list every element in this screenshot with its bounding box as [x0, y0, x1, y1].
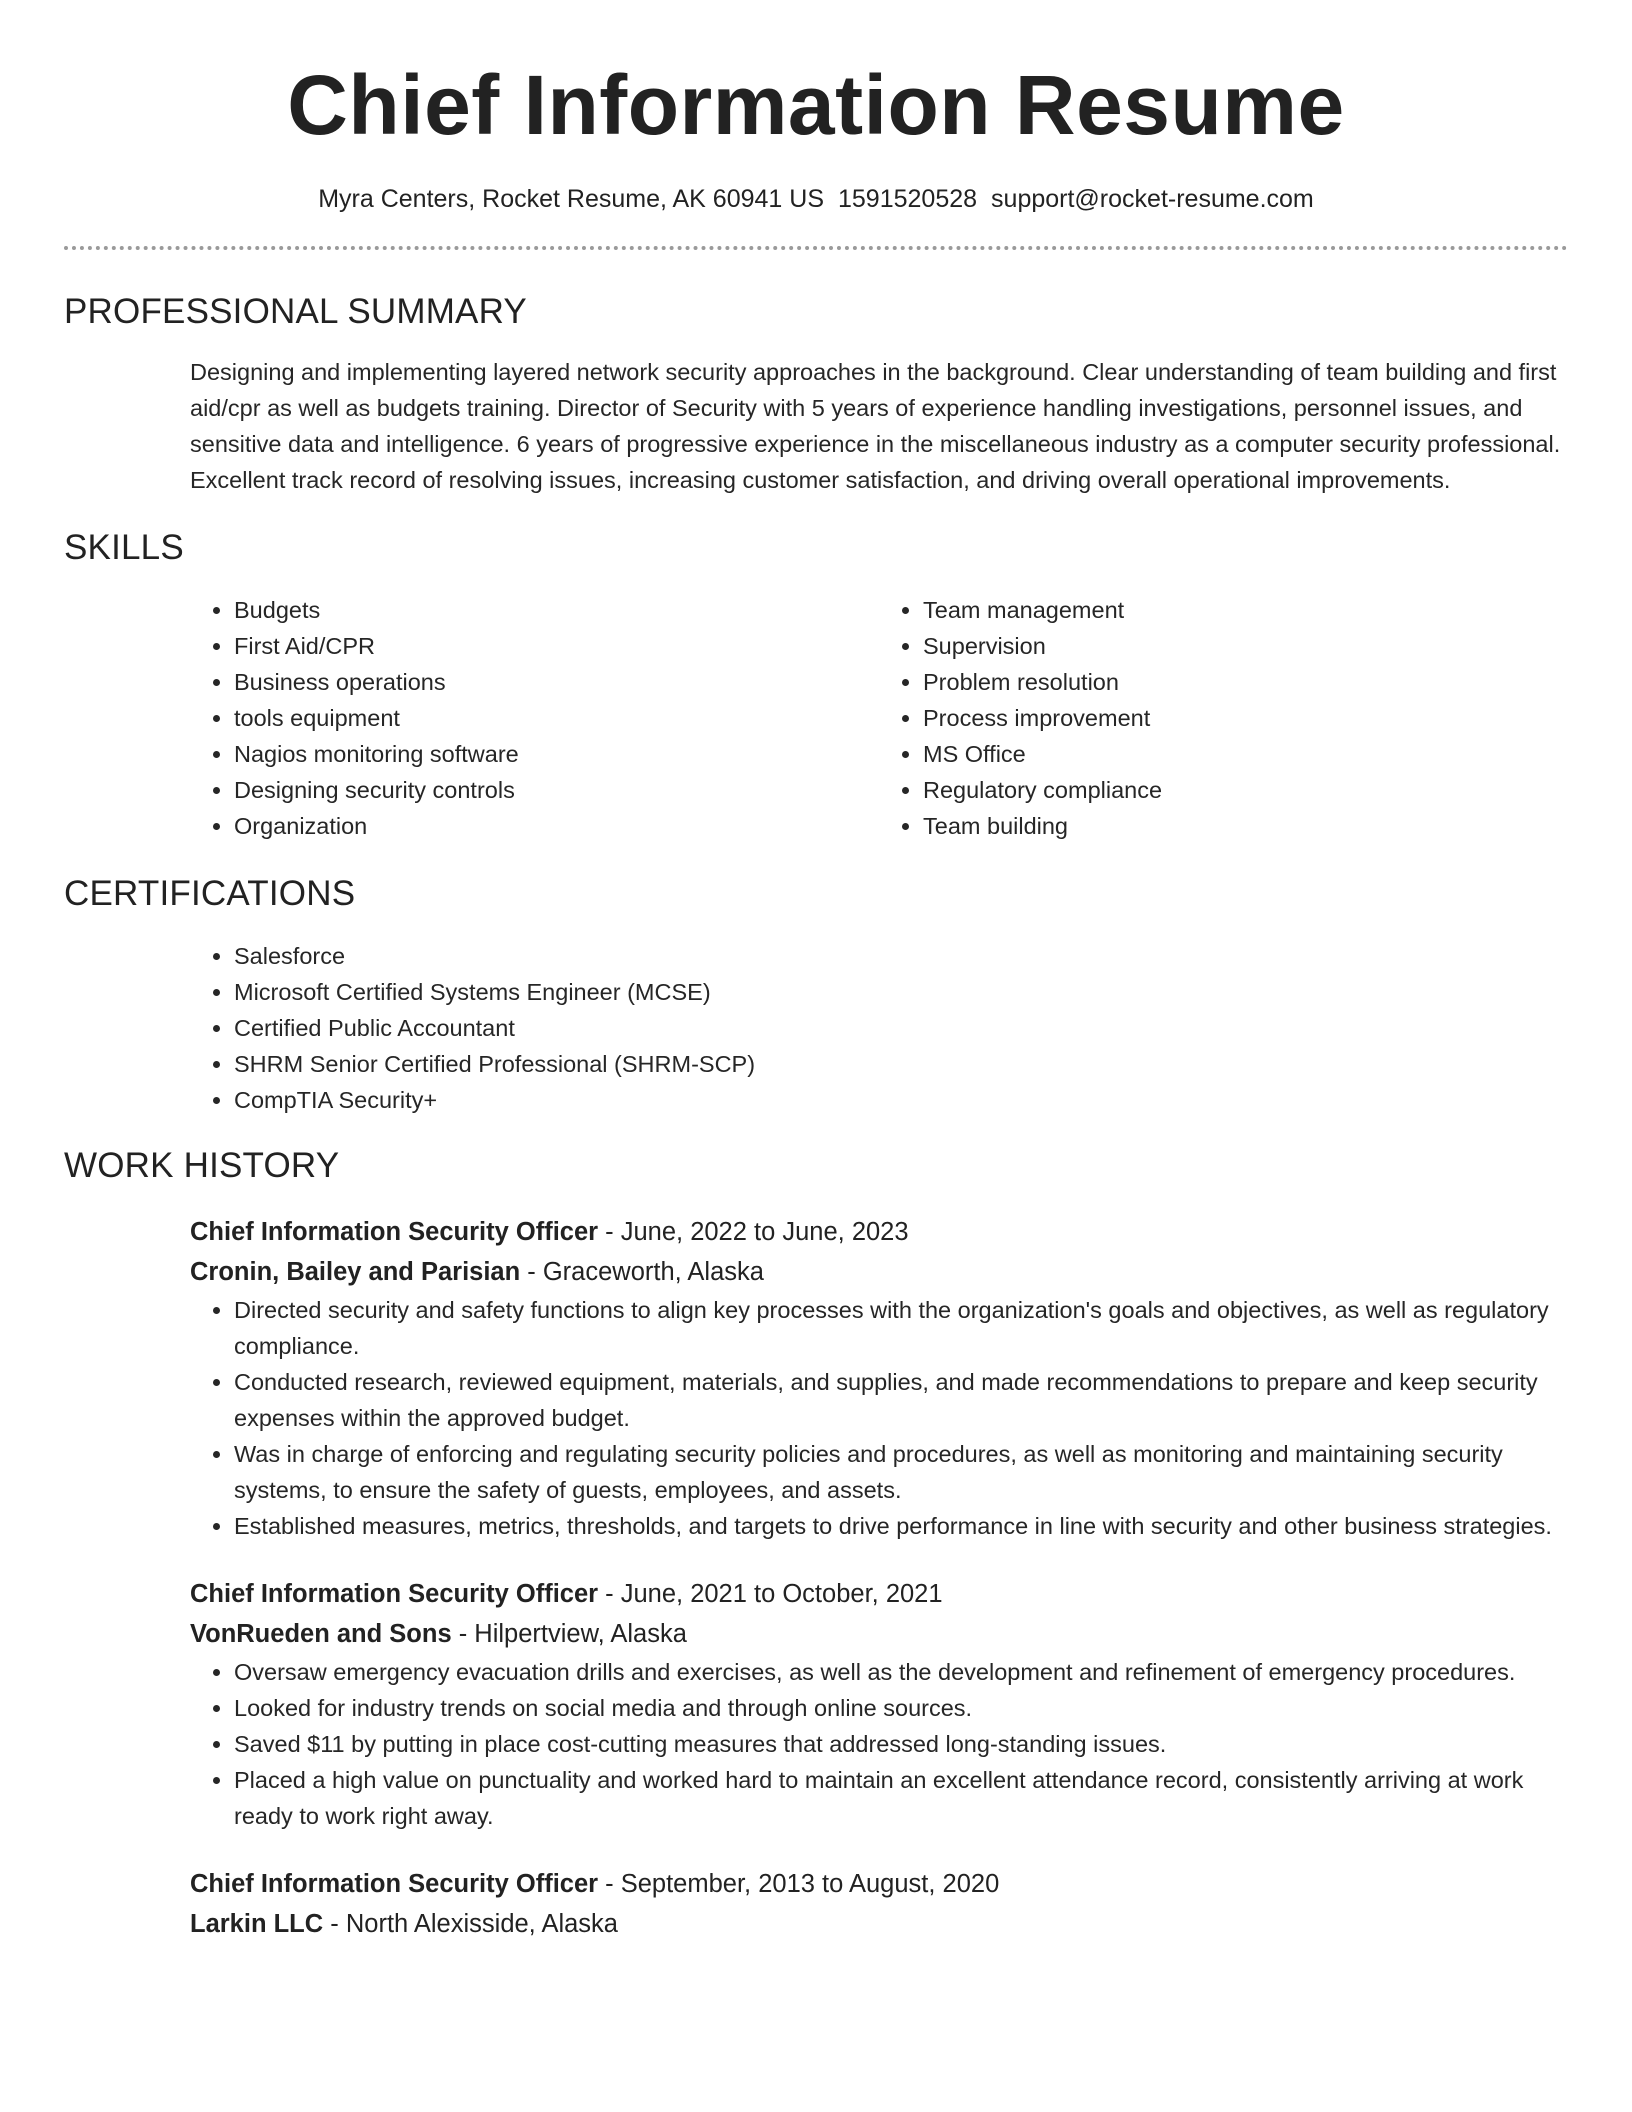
job-dates: - June, 2022 to June, 2023 [598, 1218, 909, 1246]
skill-item: • Problem resolution [923, 664, 1568, 700]
job-bullets [190, 1292, 1568, 1544]
job-title-line [190, 1864, 1568, 1904]
skill-item: • Organization [234, 808, 879, 844]
job-title: Chief Information Security Officer [190, 1870, 599, 1898]
job-entry [190, 1574, 1568, 1834]
job-dates: - June, 2021 to October, 2021 [598, 1580, 943, 1608]
skill-item: • Nagios monitoring software [234, 736, 879, 772]
job-title: Chief Information Security Officer [190, 1580, 599, 1608]
job-location: - Hilpertview, Alaska [451, 1620, 687, 1648]
contact-phone: 1591520528 [838, 185, 978, 213]
job-bullet: • Established measures, metrics, thresholds, and targets to drive performance in line with security and other business strategies. [234, 1508, 1568, 1544]
job-location: - Graceworth, Alaska [520, 1258, 764, 1286]
certification-item: • CompTIA Security+ [234, 1082, 1568, 1118]
certification-item: • Microsoft Certified Systems Engineer (MCSE) [234, 974, 1568, 1010]
job-company-line [190, 1614, 1568, 1654]
skill-item: • Designing security controls [234, 772, 879, 808]
job-bullet: • Conducted research, reviewed equipment, materials, and supplies, and made recommendations to prepare and keep security expenses within the approved budget. [234, 1364, 1568, 1436]
job-bullet: • Directed security and safety functions to align key processes with the organization's goals and objectives, as well as regulatory compliance. [234, 1292, 1568, 1364]
skills-heading: SKILLS [64, 528, 184, 567]
job-entry [190, 1212, 1568, 1544]
skill-item: • Business operations [234, 664, 879, 700]
skill-item: • Regulatory compliance [923, 772, 1568, 808]
contact-address: Myra Centers, Rocket Resume, AK 60941 US [318, 185, 824, 213]
skill-item: • Process improvement [923, 700, 1568, 736]
certification-item: • Certified Public Accountant [234, 1010, 1568, 1046]
job-entry [190, 1864, 1568, 1944]
skill-item: • Team building [923, 808, 1568, 844]
job-bullets [190, 1654, 1568, 1834]
job-location: - North Alexisside, Alaska [323, 1910, 618, 1938]
job-company: Cronin, Bailey and Parisian [190, 1258, 521, 1286]
certification-item: • SHRM Senior Certified Professional (SHRM-SCP) [234, 1046, 1568, 1082]
job-company-line [190, 1252, 1568, 1292]
job-company: VonRueden and Sons [190, 1620, 452, 1648]
summary-text: Designing and implementing layered network security approaches in the background. Clear understanding of team building and first aid/cpr as well as budgets training. Director of Security with 5 years of experience handling investigations, personnel issues, and sensitive data and intelligence. 6 years of progressive experience in the miscellaneous industry as a computer security professional. Excellent track record of resolving issues, increasing customer satisfaction, and driving overall operational improvements. [190, 359, 1561, 493]
skill-item: • First Aid/CPR [234, 628, 879, 664]
certification-item: • Salesforce [234, 938, 1568, 974]
skill-item: • Team management [923, 592, 1568, 628]
certifications-heading: CERTIFICATIONS [64, 874, 356, 913]
job-bullet: • Saved $11 by putting in place cost-cutting measures that addressed long-standing issues. [234, 1726, 1568, 1762]
skill-item: • Budgets [234, 592, 879, 628]
header-divider [64, 246, 1568, 250]
skill-item: • Supervision [923, 628, 1568, 664]
job-bullet: • Oversaw emergency evacuation drills and exercises, as well as the development and refinement of emergency procedures. [234, 1654, 1568, 1690]
work-history-heading: WORK HISTORY [64, 1146, 340, 1185]
skill-item: • MS Office [923, 736, 1568, 772]
contact-email[interactable]: support@rocket-resume.com [991, 185, 1314, 213]
certifications-bullets [190, 938, 1568, 1118]
job-bullet: • Was in charge of enforcing and regulating security policies and procedures, as well as monitoring and maintaining security systems, to ensure the safety of guests, employees, and assets. [234, 1436, 1568, 1508]
job-bullet: • Placed a high value on punctuality and worked hard to maintain an excellent attendance record, consistently arriving at work ready to work right away. [234, 1762, 1568, 1834]
certifications-list [190, 938, 1568, 1118]
job-bullet: • Looked for industry trends on social media and through online sources. [234, 1690, 1568, 1726]
skills-column-right [879, 592, 1568, 844]
summary-heading: PROFESSIONAL SUMMARY [64, 292, 527, 331]
job-title: Chief Information Security Officer [190, 1218, 599, 1246]
skills-list [190, 592, 1568, 844]
job-company-line [190, 1904, 1568, 1944]
job-company: Larkin LLC [190, 1910, 324, 1938]
job-dates: - September, 2013 to August, 2020 [598, 1870, 1000, 1898]
resume-title: Chief Information Resume [287, 58, 1345, 152]
skills-column-left [190, 592, 879, 844]
job-title-line [190, 1574, 1568, 1614]
job-title-line [190, 1212, 1568, 1252]
skill-item: • tools equipment [234, 700, 879, 736]
contact-line [64, 182, 1568, 216]
